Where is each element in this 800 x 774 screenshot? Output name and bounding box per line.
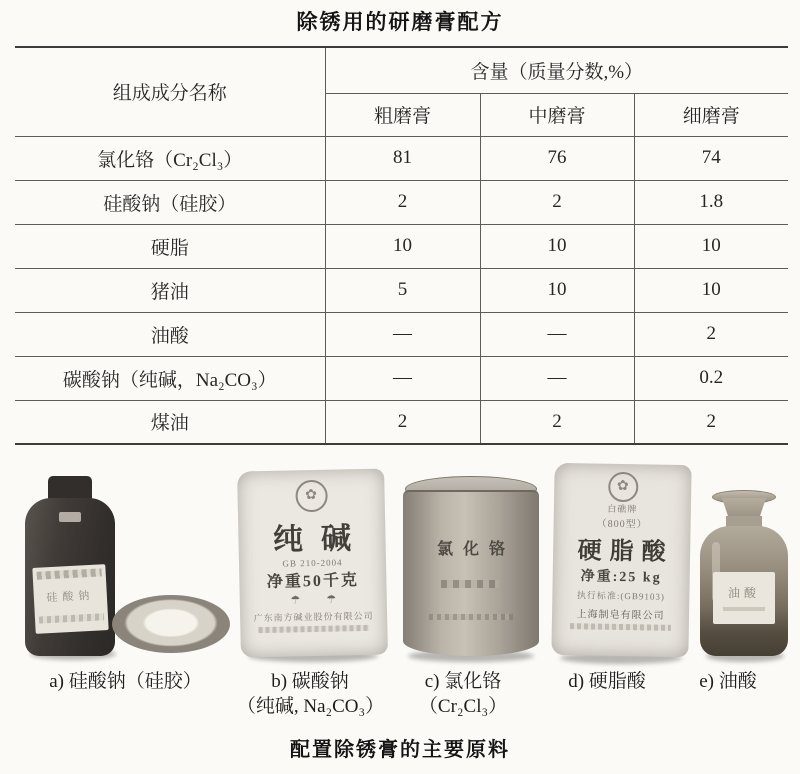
bag-logo-icon: ✿ (608, 472, 639, 503)
table-row (15, 268, 788, 312)
caption-c-line2: （Cr₂Cl₃） (418, 696, 508, 717)
bag-standard-text: 执行标准:(GB9103) (576, 590, 665, 602)
value-medium: — (480, 312, 634, 356)
label-band (39, 613, 104, 623)
bag-logo-icon: ✿ (295, 480, 328, 513)
bottle-label-text: 油酸 (727, 586, 760, 600)
bag-company-text: 广东南方碱业股份有限公司 (253, 610, 374, 624)
sodium-silicate-bottle-photo (25, 476, 115, 656)
drum-body (403, 490, 539, 656)
bag-title-text: 纯碱 (272, 521, 370, 557)
value-coarse: — (325, 356, 480, 400)
bag-address-blur (570, 623, 671, 631)
caption-c-line1: c) 氯化铬 (424, 671, 502, 692)
table-row (15, 356, 788, 400)
ingredient-name: 氯化铬（Cr₂Cl₃） (15, 136, 325, 180)
value-fine: 2 (634, 400, 788, 444)
name-column-header: 组成成分名称 (112, 83, 227, 105)
ingredient-name: 碳酸钠（纯碱，Na₂CO₃） (15, 356, 325, 400)
label-band (37, 568, 102, 579)
drum-small-text-blur (441, 580, 499, 588)
oleic-acid-bottle-photo (700, 490, 788, 656)
table-row (15, 224, 788, 268)
table-row (15, 180, 788, 224)
drum-small-text-blur (429, 614, 513, 620)
caption-a: a) 硅酸钠（硅胶） (49, 671, 202, 692)
label-line (723, 607, 765, 611)
caption-d: d) 硬脂酸 (568, 671, 646, 692)
caption-b-line1: b) 碳酸钠 (271, 671, 349, 692)
ingredient-name: 猪油 (15, 268, 325, 312)
raw-materials-photo-strip (0, 460, 800, 665)
value-medium: 10 (480, 224, 634, 268)
ingredient-name: 硅酸钠（硅胶） (15, 180, 325, 224)
value-coarse: 10 (325, 224, 480, 268)
table-header-row-1 (15, 47, 788, 93)
value-coarse: 5 (325, 268, 480, 312)
value-coarse: 81 (325, 136, 480, 180)
caption-e: e) 油酸 (699, 671, 757, 692)
col-header-coarse: 粗磨膏 (325, 93, 480, 136)
value-fine: 0.2 (634, 356, 788, 400)
table-row (15, 136, 788, 180)
value-coarse: 2 (325, 400, 480, 444)
bottle-label (713, 572, 775, 624)
chromium-chloride-drum-photo (403, 476, 539, 656)
value-medium: 2 (480, 180, 634, 224)
value-fine: 1.8 (634, 180, 788, 224)
value-coarse: — (325, 312, 480, 356)
value-fine: 2 (634, 312, 788, 356)
powder-saucer-photo (112, 595, 230, 653)
ingredient-name: 煤油 (15, 400, 325, 444)
bag-model-text: （800型） (596, 518, 648, 531)
value-medium: 2 (480, 400, 634, 444)
ingredient-name: 油酸 (15, 312, 325, 356)
formula-table (15, 46, 788, 445)
drum-label-text: 氯化铬 (436, 541, 515, 558)
bag-company-text: 上海制皂有限公司 (576, 609, 665, 622)
bag-address-blur (258, 625, 369, 633)
caption-b-line2: （纯碱, Na₂CO₃） (236, 696, 385, 717)
bottle-stopper (720, 498, 768, 518)
value-fine: 74 (634, 136, 788, 180)
col-header-fine: 细磨膏 (634, 93, 788, 136)
umbrella-marks-icon: ☂☂ (290, 592, 363, 607)
bag-standard-text: GB 210-2004 (282, 557, 343, 569)
bag-weight-text: 净重:25 kg (580, 569, 662, 586)
table-row (15, 400, 788, 444)
value-fine: 10 (634, 268, 788, 312)
value-medium: 76 (480, 136, 634, 180)
table-row (15, 312, 788, 356)
bag-weight-text: 净重50千克 (266, 572, 360, 591)
bottle-label-text: 硅酸钠 (46, 589, 95, 605)
bottle-glint (59, 512, 81, 522)
bag-title-text: 硬脂酸 (577, 538, 674, 566)
bottom-caption: 配置除锈膏的主要原料 (290, 739, 510, 761)
bottle-label (32, 564, 108, 634)
value-medium: — (480, 356, 634, 400)
value-fine: 10 (634, 224, 788, 268)
bag-brand-text: 白礁牌 (607, 503, 638, 515)
content-header: 含量（质量分数,%） (325, 47, 788, 93)
col-header-medium: 中磨膏 (480, 93, 634, 136)
value-medium: 10 (480, 268, 634, 312)
stearic-acid-bag-photo (551, 463, 691, 657)
ingredient-name: 硬脂 (15, 224, 325, 268)
page-title: 除锈用的研磨膏配方 (296, 10, 504, 34)
soda-ash-bag-photo (237, 468, 388, 657)
value-coarse: 2 (325, 180, 480, 224)
